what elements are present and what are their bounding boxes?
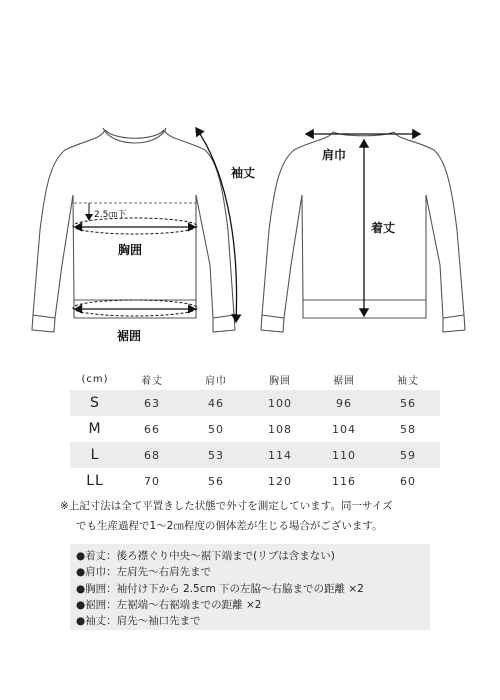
definition-item: ●裾囲：左裾端～右裾端までの距離 ×2	[76, 598, 262, 611]
table-cell: 110	[332, 448, 356, 462]
table-cell: 120	[268, 474, 292, 488]
table-cell: 100	[268, 396, 292, 410]
body-length-label: 着丈	[371, 221, 396, 235]
table-row	[70, 416, 440, 442]
table-cell: 70	[144, 474, 160, 488]
front-shirt-outline	[32, 128, 235, 332]
table-cell: 50	[208, 422, 224, 436]
table-cell: 108	[268, 422, 292, 436]
below-armhole-label: 2.5㎝下	[94, 210, 127, 220]
table-header-cell: (cm)	[81, 373, 109, 385]
table-header-cell: 裾囲	[333, 375, 355, 387]
measurement-note	[60, 496, 480, 536]
table-cell: 58	[400, 422, 416, 436]
table-row	[70, 468, 440, 494]
note-line: ※上記寸法は全て平置きした状態で外寸を測定しています。同一サイズ	[60, 500, 393, 512]
table-cell: 59	[400, 448, 416, 462]
table-row	[70, 442, 440, 468]
table-cell: 68	[144, 448, 160, 462]
table-cell: 96	[336, 396, 352, 410]
table-header-cell: 着丈	[141, 375, 163, 387]
size-name: L	[90, 447, 100, 463]
table-cell: 56	[208, 474, 224, 488]
size-name: LL	[86, 473, 104, 489]
definition-item: ●袖丈：肩先～袖口先まで	[76, 615, 201, 628]
hem-measure-guide	[73, 300, 197, 316]
size-name: S	[90, 395, 100, 411]
table-header-cell: 胸囲	[269, 375, 291, 387]
table-cell: 114	[268, 448, 292, 462]
table-cell: 56	[400, 396, 416, 410]
table-cell: 53	[208, 448, 224, 462]
shoulder-width-label: 肩巾	[322, 148, 347, 162]
table-cell: 63	[144, 396, 160, 410]
table-cell: 46	[208, 396, 224, 410]
size-table	[70, 368, 440, 494]
table-header-row	[70, 368, 440, 390]
table-header-cell: 肩巾	[205, 375, 227, 387]
table-cell: 104	[332, 422, 356, 436]
definition-item: ●胸囲：袖付け下から 2.5cm 下の左脇～右脇までの距離 ×2	[76, 582, 364, 595]
table-cell: 60	[400, 474, 416, 488]
definition-item: ●着丈：後ろ襟ぐり中央～裾下端まで(リブは含まない)	[76, 550, 335, 562]
measurement-definitions	[70, 544, 430, 630]
table-cell: 116	[332, 474, 356, 488]
note-line: でも生産過程で1～2㎝程度の個体差が生じる場合がございます。	[76, 520, 383, 532]
table-header-cell: 袖丈	[397, 375, 419, 387]
size-name: M	[88, 421, 102, 437]
chest-label: 胸囲	[118, 243, 143, 257]
definition-item: ●肩巾：左肩先～右肩先まで	[76, 566, 212, 579]
table-row	[70, 390, 440, 416]
hem-label: 裾囲	[117, 329, 142, 343]
back-shirt-outline	[261, 132, 465, 332]
sleeve-length-label: 袖丈	[231, 166, 256, 180]
table-cell: 66	[144, 422, 160, 436]
chest-measure-guide	[73, 203, 197, 234]
